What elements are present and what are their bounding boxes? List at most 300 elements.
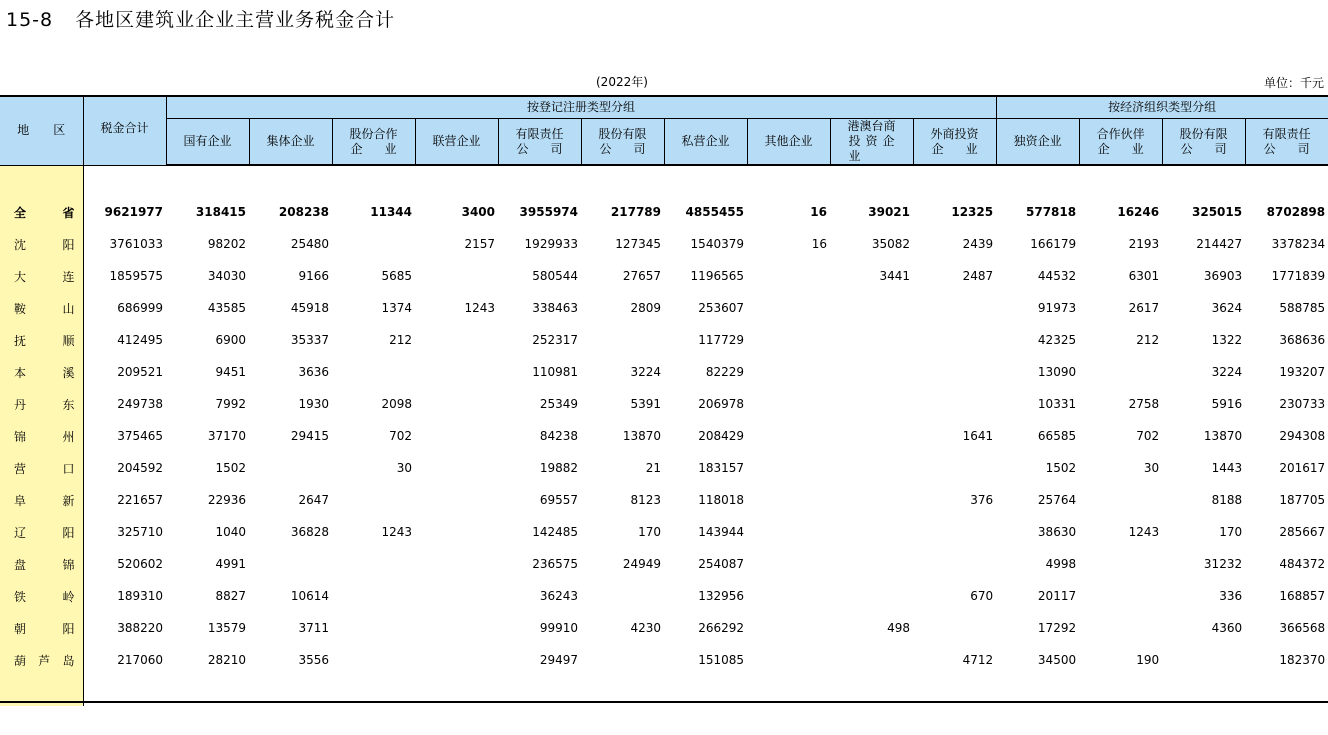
table-row xyxy=(0,228,1328,260)
value-cell: 44532 xyxy=(1037,269,1077,283)
value-cell xyxy=(913,388,996,420)
value-cell xyxy=(581,324,664,356)
total-cell: 412495 xyxy=(117,333,163,347)
region-char: 连 xyxy=(62,269,75,284)
value-cell: 168857 xyxy=(1279,589,1326,603)
value-cell: 22936 xyxy=(207,493,246,507)
header-col-line: 其他企业 xyxy=(764,134,813,148)
header-col-line: 公 司 xyxy=(516,141,563,156)
value-cell: 577818 xyxy=(1026,205,1077,219)
value-cell: 8827 xyxy=(215,589,246,603)
header-col-line: 企 业 xyxy=(350,141,397,156)
value-cell: 118018 xyxy=(698,493,744,507)
region-char: 阳 xyxy=(62,621,75,636)
header-total: 税金合计 xyxy=(83,96,166,165)
region-char: 阳 xyxy=(62,237,75,252)
region-name xyxy=(14,332,75,349)
region-char: 州 xyxy=(62,429,75,444)
region-cell xyxy=(0,516,83,548)
value-cell: 10331 xyxy=(1037,397,1077,411)
value-cell xyxy=(1079,580,1162,612)
value-cell: 38630 xyxy=(1037,525,1077,539)
header-group-economic: 按经济组织类型分组 xyxy=(996,96,1328,119)
value-cell xyxy=(747,452,830,484)
value-cell: 36243 xyxy=(539,589,578,603)
value-cell: 66585 xyxy=(1037,429,1077,443)
value-cell: 1641 xyxy=(962,429,994,443)
value-cell: 3224 xyxy=(1211,365,1243,379)
header-region: 地 区 xyxy=(0,96,83,165)
value-cell: 98202 xyxy=(207,237,246,251)
value-cell: 29415 xyxy=(290,429,329,443)
value-cell xyxy=(1079,548,1162,580)
value-cell xyxy=(415,452,498,484)
header-col-line: 股份有限 xyxy=(598,126,647,141)
value-cell: 1540379 xyxy=(690,237,744,251)
value-cell: 201617 xyxy=(1279,461,1326,475)
region-cell xyxy=(0,388,83,420)
region-char: 鞍 xyxy=(14,301,27,316)
value-cell: 2193 xyxy=(1128,237,1160,251)
value-cell: 217789 xyxy=(610,205,661,219)
value-cell xyxy=(747,388,830,420)
value-cell xyxy=(830,292,913,324)
value-cell: 16 xyxy=(811,237,827,251)
value-cell xyxy=(830,452,913,484)
value-cell xyxy=(581,580,664,612)
region-char: 葫 xyxy=(14,653,27,668)
value-cell: 208238 xyxy=(278,205,329,219)
header-col-line: 集体企业 xyxy=(266,134,315,148)
value-cell: 8188 xyxy=(1211,493,1243,507)
value-cell xyxy=(913,292,996,324)
header-col-10 xyxy=(996,119,1079,166)
value-cell xyxy=(830,420,913,452)
header-col-12 xyxy=(1162,119,1245,166)
value-cell xyxy=(747,260,830,292)
total-cell: 209521 xyxy=(117,365,163,379)
value-cell xyxy=(415,516,498,548)
header-col-line: 外商投资 xyxy=(930,126,979,141)
value-cell xyxy=(415,548,498,580)
value-cell: 285667 xyxy=(1279,525,1326,539)
value-cell xyxy=(332,612,415,644)
value-cell xyxy=(913,612,996,644)
region-cell xyxy=(0,260,83,292)
value-cell: 338463 xyxy=(532,301,578,315)
value-cell xyxy=(415,612,498,644)
value-cell: 252317 xyxy=(532,333,578,347)
total-cell: 1859575 xyxy=(109,269,163,283)
header-col-line: 联营企业 xyxy=(432,134,481,148)
value-cell xyxy=(747,644,830,676)
value-cell: 3378234 xyxy=(1271,237,1326,251)
value-cell: 212 xyxy=(1136,333,1160,347)
table-row xyxy=(0,420,1328,452)
value-cell: 4855455 xyxy=(685,205,744,219)
table-number: 15-8 xyxy=(6,9,54,31)
value-cell xyxy=(747,356,830,388)
header-col-2 xyxy=(332,119,415,166)
value-cell: 3441 xyxy=(879,269,910,283)
value-cell: 84238 xyxy=(539,429,578,443)
header-col-line: 私营企业 xyxy=(681,134,730,148)
region-char: 抚 xyxy=(14,333,27,348)
value-cell: 9166 xyxy=(298,269,329,283)
region-char: 阳 xyxy=(62,525,75,540)
value-cell: 35337 xyxy=(290,333,329,347)
total-cell: 249738 xyxy=(117,397,163,411)
region-char: 朝 xyxy=(14,621,27,636)
region-cell xyxy=(0,484,83,516)
table-row xyxy=(0,516,1328,548)
value-cell xyxy=(415,324,498,356)
value-cell: 336 xyxy=(1219,589,1243,603)
value-cell xyxy=(830,580,913,612)
value-cell xyxy=(747,548,830,580)
value-cell: 236575 xyxy=(532,557,578,571)
value-cell: 2098 xyxy=(381,397,412,411)
value-cell: 25480 xyxy=(290,237,329,251)
value-cell xyxy=(913,324,996,356)
region-char: 锦 xyxy=(14,429,27,444)
value-cell: 2809 xyxy=(630,301,661,315)
value-cell: 16 xyxy=(810,205,827,219)
value-cell: 190 xyxy=(1136,653,1160,667)
value-cell: 69557 xyxy=(539,493,578,507)
region-cell xyxy=(0,580,83,612)
tax-table-wrapper xyxy=(0,95,1328,706)
value-cell xyxy=(913,548,996,580)
value-cell: 2487 xyxy=(962,269,994,283)
value-cell xyxy=(332,644,415,676)
value-cell xyxy=(332,228,415,260)
value-cell: 151085 xyxy=(698,653,744,667)
value-cell xyxy=(332,356,415,388)
value-cell: 1243 xyxy=(1128,525,1160,539)
header-col-line: 公 司 xyxy=(1180,141,1227,156)
value-cell: 3224 xyxy=(630,365,661,379)
table-title: 各地区建筑业企业主营业务税金合计 xyxy=(75,9,396,31)
value-cell xyxy=(415,388,498,420)
region-char: 本 xyxy=(14,365,27,380)
value-cell: 13090 xyxy=(1037,365,1077,379)
value-cell xyxy=(747,612,830,644)
value-cell: 1374 xyxy=(381,301,412,315)
table-row xyxy=(0,452,1328,484)
value-cell: 110981 xyxy=(532,365,578,379)
region-char: 丹 xyxy=(14,397,27,412)
region-name xyxy=(14,492,75,509)
header-col-line: 港澳台商 xyxy=(847,119,896,133)
header-col-11 xyxy=(1079,119,1162,166)
value-cell: 37170 xyxy=(207,429,246,443)
value-cell xyxy=(249,548,332,580)
region-char: 大 xyxy=(14,269,27,284)
total-cell: 189310 xyxy=(117,589,163,603)
header-col-line: 企 业 xyxy=(1097,141,1144,156)
value-cell xyxy=(747,420,830,452)
value-cell: 2157 xyxy=(464,237,495,251)
value-cell xyxy=(1162,644,1245,676)
value-cell xyxy=(332,548,415,580)
total-cell: 221657 xyxy=(117,493,163,507)
total-cell: 3761033 xyxy=(109,237,163,251)
value-cell: 266292 xyxy=(698,621,744,635)
value-cell: 43585 xyxy=(207,301,246,315)
value-cell: 30 xyxy=(1143,461,1160,475)
value-cell: 214427 xyxy=(1196,237,1243,251)
page-title xyxy=(6,5,395,32)
region-name xyxy=(14,428,75,445)
header-col-13 xyxy=(1245,119,1328,166)
value-cell: 366568 xyxy=(1279,621,1326,635)
region-cell xyxy=(0,420,83,452)
spacer-cell xyxy=(83,165,1328,196)
total-cell: 375465 xyxy=(117,429,163,443)
header-col-line: 公 司 xyxy=(599,141,646,156)
header-col-line: 公 司 xyxy=(1263,141,1310,156)
value-cell: 8123 xyxy=(630,493,661,507)
value-cell: 35082 xyxy=(871,237,910,251)
value-cell: 34500 xyxy=(1037,653,1077,667)
table-header xyxy=(0,96,1328,165)
value-cell: 42325 xyxy=(1037,333,1077,347)
table-row xyxy=(0,644,1328,676)
value-cell xyxy=(747,484,830,516)
value-cell: 1040 xyxy=(215,525,246,539)
value-cell xyxy=(332,484,415,516)
table-row xyxy=(0,324,1328,356)
region-name xyxy=(14,620,75,637)
table-row xyxy=(0,580,1328,612)
table-body xyxy=(0,165,1328,706)
value-cell: 132956 xyxy=(698,589,744,603)
total-cell: 217060 xyxy=(117,653,163,667)
region-name xyxy=(14,396,75,413)
value-cell xyxy=(249,452,332,484)
region-char: 辽 xyxy=(14,525,27,540)
value-cell: 5916 xyxy=(1211,397,1243,411)
value-cell: 6301 xyxy=(1128,269,1160,283)
value-cell: 1771839 xyxy=(1271,269,1326,283)
region-cell xyxy=(0,228,83,260)
table-row xyxy=(0,292,1328,324)
value-cell: 3624 xyxy=(1211,301,1243,315)
value-cell: 24949 xyxy=(622,557,661,571)
value-cell: 5685 xyxy=(381,269,412,283)
region-char: 岛 xyxy=(62,653,75,668)
header-col-line: 国有企业 xyxy=(183,134,232,148)
value-cell: 25764 xyxy=(1037,493,1077,507)
region-char: 东 xyxy=(62,397,75,412)
value-cell: 31232 xyxy=(1203,557,1243,571)
value-cell xyxy=(913,516,996,548)
region-name xyxy=(14,524,75,541)
region-char: 锦 xyxy=(62,557,75,572)
value-cell: 254087 xyxy=(698,557,744,571)
header-col-4 xyxy=(498,119,581,166)
region-name xyxy=(14,204,75,221)
total-cell: 204592 xyxy=(117,461,163,475)
tax-table xyxy=(0,95,1328,706)
region-name xyxy=(14,268,75,285)
value-cell: 11344 xyxy=(370,205,412,219)
value-cell: 3556 xyxy=(298,653,329,667)
value-cell: 1502 xyxy=(215,461,246,475)
header-col-line: 投资企业 xyxy=(848,134,895,163)
total-cell: 388220 xyxy=(117,621,163,635)
value-cell: 498 xyxy=(887,621,910,635)
value-cell xyxy=(913,452,996,484)
value-cell: 29497 xyxy=(539,653,578,667)
region-char: 溪 xyxy=(62,365,75,380)
region-name xyxy=(14,460,75,477)
region-char: 盘 xyxy=(14,557,27,572)
table-row xyxy=(0,260,1328,292)
value-cell xyxy=(332,580,415,612)
value-cell: 27657 xyxy=(622,269,661,283)
value-cell: 39021 xyxy=(868,205,910,219)
region-char: 全 xyxy=(14,205,27,220)
value-cell: 2617 xyxy=(1128,301,1160,315)
value-cell: 318415 xyxy=(195,205,246,219)
value-cell: 1243 xyxy=(381,525,412,539)
value-cell xyxy=(1079,356,1162,388)
value-cell: 28210 xyxy=(207,653,246,667)
value-cell: 670 xyxy=(970,589,994,603)
value-cell: 1322 xyxy=(1211,333,1243,347)
value-cell xyxy=(747,292,830,324)
value-cell xyxy=(747,516,830,548)
region-cell xyxy=(0,196,83,228)
value-cell: 21 xyxy=(645,461,661,475)
value-cell xyxy=(830,324,913,356)
region-cell xyxy=(0,165,83,196)
region-char: 阜 xyxy=(14,493,27,508)
value-cell: 4360 xyxy=(1211,621,1243,635)
value-cell: 142485 xyxy=(532,525,578,539)
value-cell: 294308 xyxy=(1279,429,1326,443)
region-char: 省 xyxy=(62,205,75,220)
value-cell: 16246 xyxy=(1117,205,1160,219)
bottom-rule xyxy=(0,701,1328,703)
region-name xyxy=(14,556,75,573)
value-cell: 2758 xyxy=(1128,397,1160,411)
header-col-0 xyxy=(166,119,249,166)
header-col-line: 合作伙伴 xyxy=(1096,126,1145,141)
value-cell: 34030 xyxy=(207,269,246,283)
value-cell: 588785 xyxy=(1279,301,1326,315)
region-cell xyxy=(0,548,83,580)
value-cell: 117729 xyxy=(698,333,744,347)
value-cell xyxy=(415,356,498,388)
subheader-row xyxy=(0,119,1328,166)
table-row xyxy=(0,484,1328,516)
value-cell: 5391 xyxy=(630,397,661,411)
value-cell: 4991 xyxy=(215,557,246,571)
value-cell: 45918 xyxy=(290,301,329,315)
value-cell: 8702898 xyxy=(1266,205,1326,219)
unit-label: 单位：千元 xyxy=(1263,76,1324,90)
total-cell: 325710 xyxy=(117,525,163,539)
value-cell: 212 xyxy=(389,333,412,347)
value-cell: 2439 xyxy=(962,237,994,251)
value-cell: 3636 xyxy=(298,365,329,379)
value-cell: 230733 xyxy=(1279,397,1326,411)
value-cell: 253607 xyxy=(698,301,744,315)
region-char: 口 xyxy=(62,461,75,476)
value-cell xyxy=(747,580,830,612)
region-char: 沈 xyxy=(14,237,27,252)
value-cell: 91973 xyxy=(1037,301,1077,315)
table-row xyxy=(0,388,1328,420)
value-cell xyxy=(830,388,913,420)
value-cell: 368636 xyxy=(1279,333,1326,347)
value-cell: 36828 xyxy=(290,525,329,539)
value-cell: 6900 xyxy=(215,333,246,347)
region-name xyxy=(14,652,75,669)
region-char: 营 xyxy=(14,461,27,476)
table-row xyxy=(0,548,1328,580)
value-cell: 376 xyxy=(970,493,994,507)
value-cell: 187705 xyxy=(1279,493,1326,507)
value-cell: 208429 xyxy=(698,429,744,443)
value-cell: 143944 xyxy=(698,525,744,539)
value-cell: 193207 xyxy=(1279,365,1326,379)
region-cell xyxy=(0,292,83,324)
value-cell xyxy=(1079,484,1162,516)
value-cell: 325015 xyxy=(1192,205,1243,219)
value-cell xyxy=(1079,612,1162,644)
value-cell: 20117 xyxy=(1037,589,1077,603)
value-cell: 1196565 xyxy=(690,269,744,283)
region-char: 岭 xyxy=(62,589,75,604)
header-col-3 xyxy=(415,119,498,166)
table-row xyxy=(0,196,1328,228)
value-cell: 170 xyxy=(1219,525,1243,539)
region-cell xyxy=(0,452,83,484)
value-cell: 1930 xyxy=(298,397,329,411)
value-cell: 1502 xyxy=(1045,461,1077,475)
header-col-line: 股份有限 xyxy=(1179,126,1228,141)
table-row xyxy=(0,356,1328,388)
header-group-registration: 按登记注册类型分组 xyxy=(166,96,996,119)
value-cell xyxy=(830,548,913,580)
header-col-line: 企 业 xyxy=(931,141,978,156)
value-cell xyxy=(415,484,498,516)
header-col-line: 有限责任 xyxy=(1262,126,1311,141)
value-cell: 182370 xyxy=(1279,653,1326,667)
value-cell xyxy=(415,420,498,452)
value-cell xyxy=(415,644,498,676)
table-row xyxy=(0,612,1328,644)
total-cell: 9621977 xyxy=(104,205,163,219)
region-name xyxy=(14,588,75,605)
header-col-8 xyxy=(830,119,913,166)
value-cell: 30 xyxy=(396,461,412,475)
region-char: 山 xyxy=(62,301,75,316)
region-name xyxy=(14,300,75,317)
value-cell xyxy=(913,356,996,388)
value-cell xyxy=(830,644,913,676)
region-name xyxy=(14,364,75,381)
header-col-5 xyxy=(581,119,664,166)
header-col-line: 有限责任 xyxy=(515,126,564,141)
value-cell xyxy=(415,580,498,612)
value-cell: 183157 xyxy=(698,461,744,475)
value-cell: 25349 xyxy=(539,397,578,411)
